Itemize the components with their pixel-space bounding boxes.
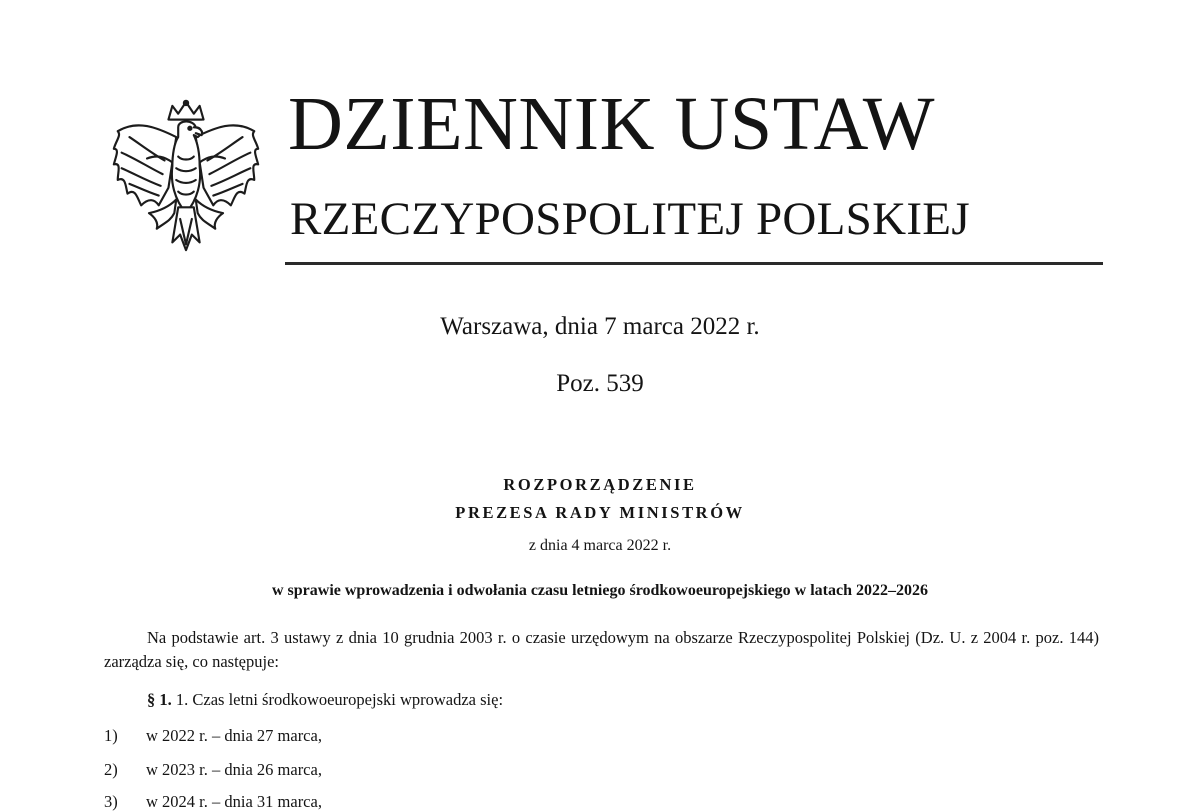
- list-item: [104, 726, 322, 746]
- gazette-subtitle: RZECZYPOSPOLITEJ POLSKIEJ: [290, 193, 970, 245]
- publication-position: Poz. 539: [556, 370, 644, 397]
- masthead-divider: [285, 262, 1103, 265]
- preamble-text: Na podstawie art. 3 ustawy z dnia 10 grudnia 2003 r. o czasie urzędowym na obszarze Rzeczypospolitej Polskiej (Dz. U. z 2004 r. poz. 144) zarządza się, co następuje:: [104, 628, 1099, 671]
- gazette-title: DZIENNIK USTAW: [288, 82, 936, 166]
- polish-eagle-emblem-icon: [108, 98, 264, 260]
- list-item: [104, 792, 322, 812]
- act-date: z dnia 4 marca 2022 r.: [528, 537, 672, 554]
- list-item: [104, 760, 322, 780]
- list-item-number: 2): [104, 760, 118, 779]
- publication-place-date: Warszawa, dnia 7 marca 2022 r.: [440, 313, 760, 340]
- section-mark: § 1.: [147, 690, 172, 709]
- act-subject: w sprawie wprowadzenia i odwołania czasu letniego środkowoeuropejskiego w latach 2022–2026: [271, 582, 928, 599]
- list-item-number: 1): [104, 726, 118, 745]
- section-text: 1. Czas letni środkowoeuropejski wprowadza się:: [171, 690, 504, 709]
- preamble-paragraph: [104, 626, 1099, 674]
- list-item-text: w 2024 r. – dnia 31 marca,: [146, 792, 322, 811]
- list-item-number: 3): [104, 792, 118, 811]
- act-type: ROZPORZĄDZENIE: [503, 475, 697, 494]
- act-issuer: PREZESA RADY MINISTRÓW: [455, 503, 745, 522]
- list-item-text: w 2023 r. – dnia 26 marca,: [146, 760, 322, 779]
- section-1: [147, 690, 503, 710]
- list-item-text: w 2022 r. – dnia 27 marca,: [146, 726, 322, 745]
